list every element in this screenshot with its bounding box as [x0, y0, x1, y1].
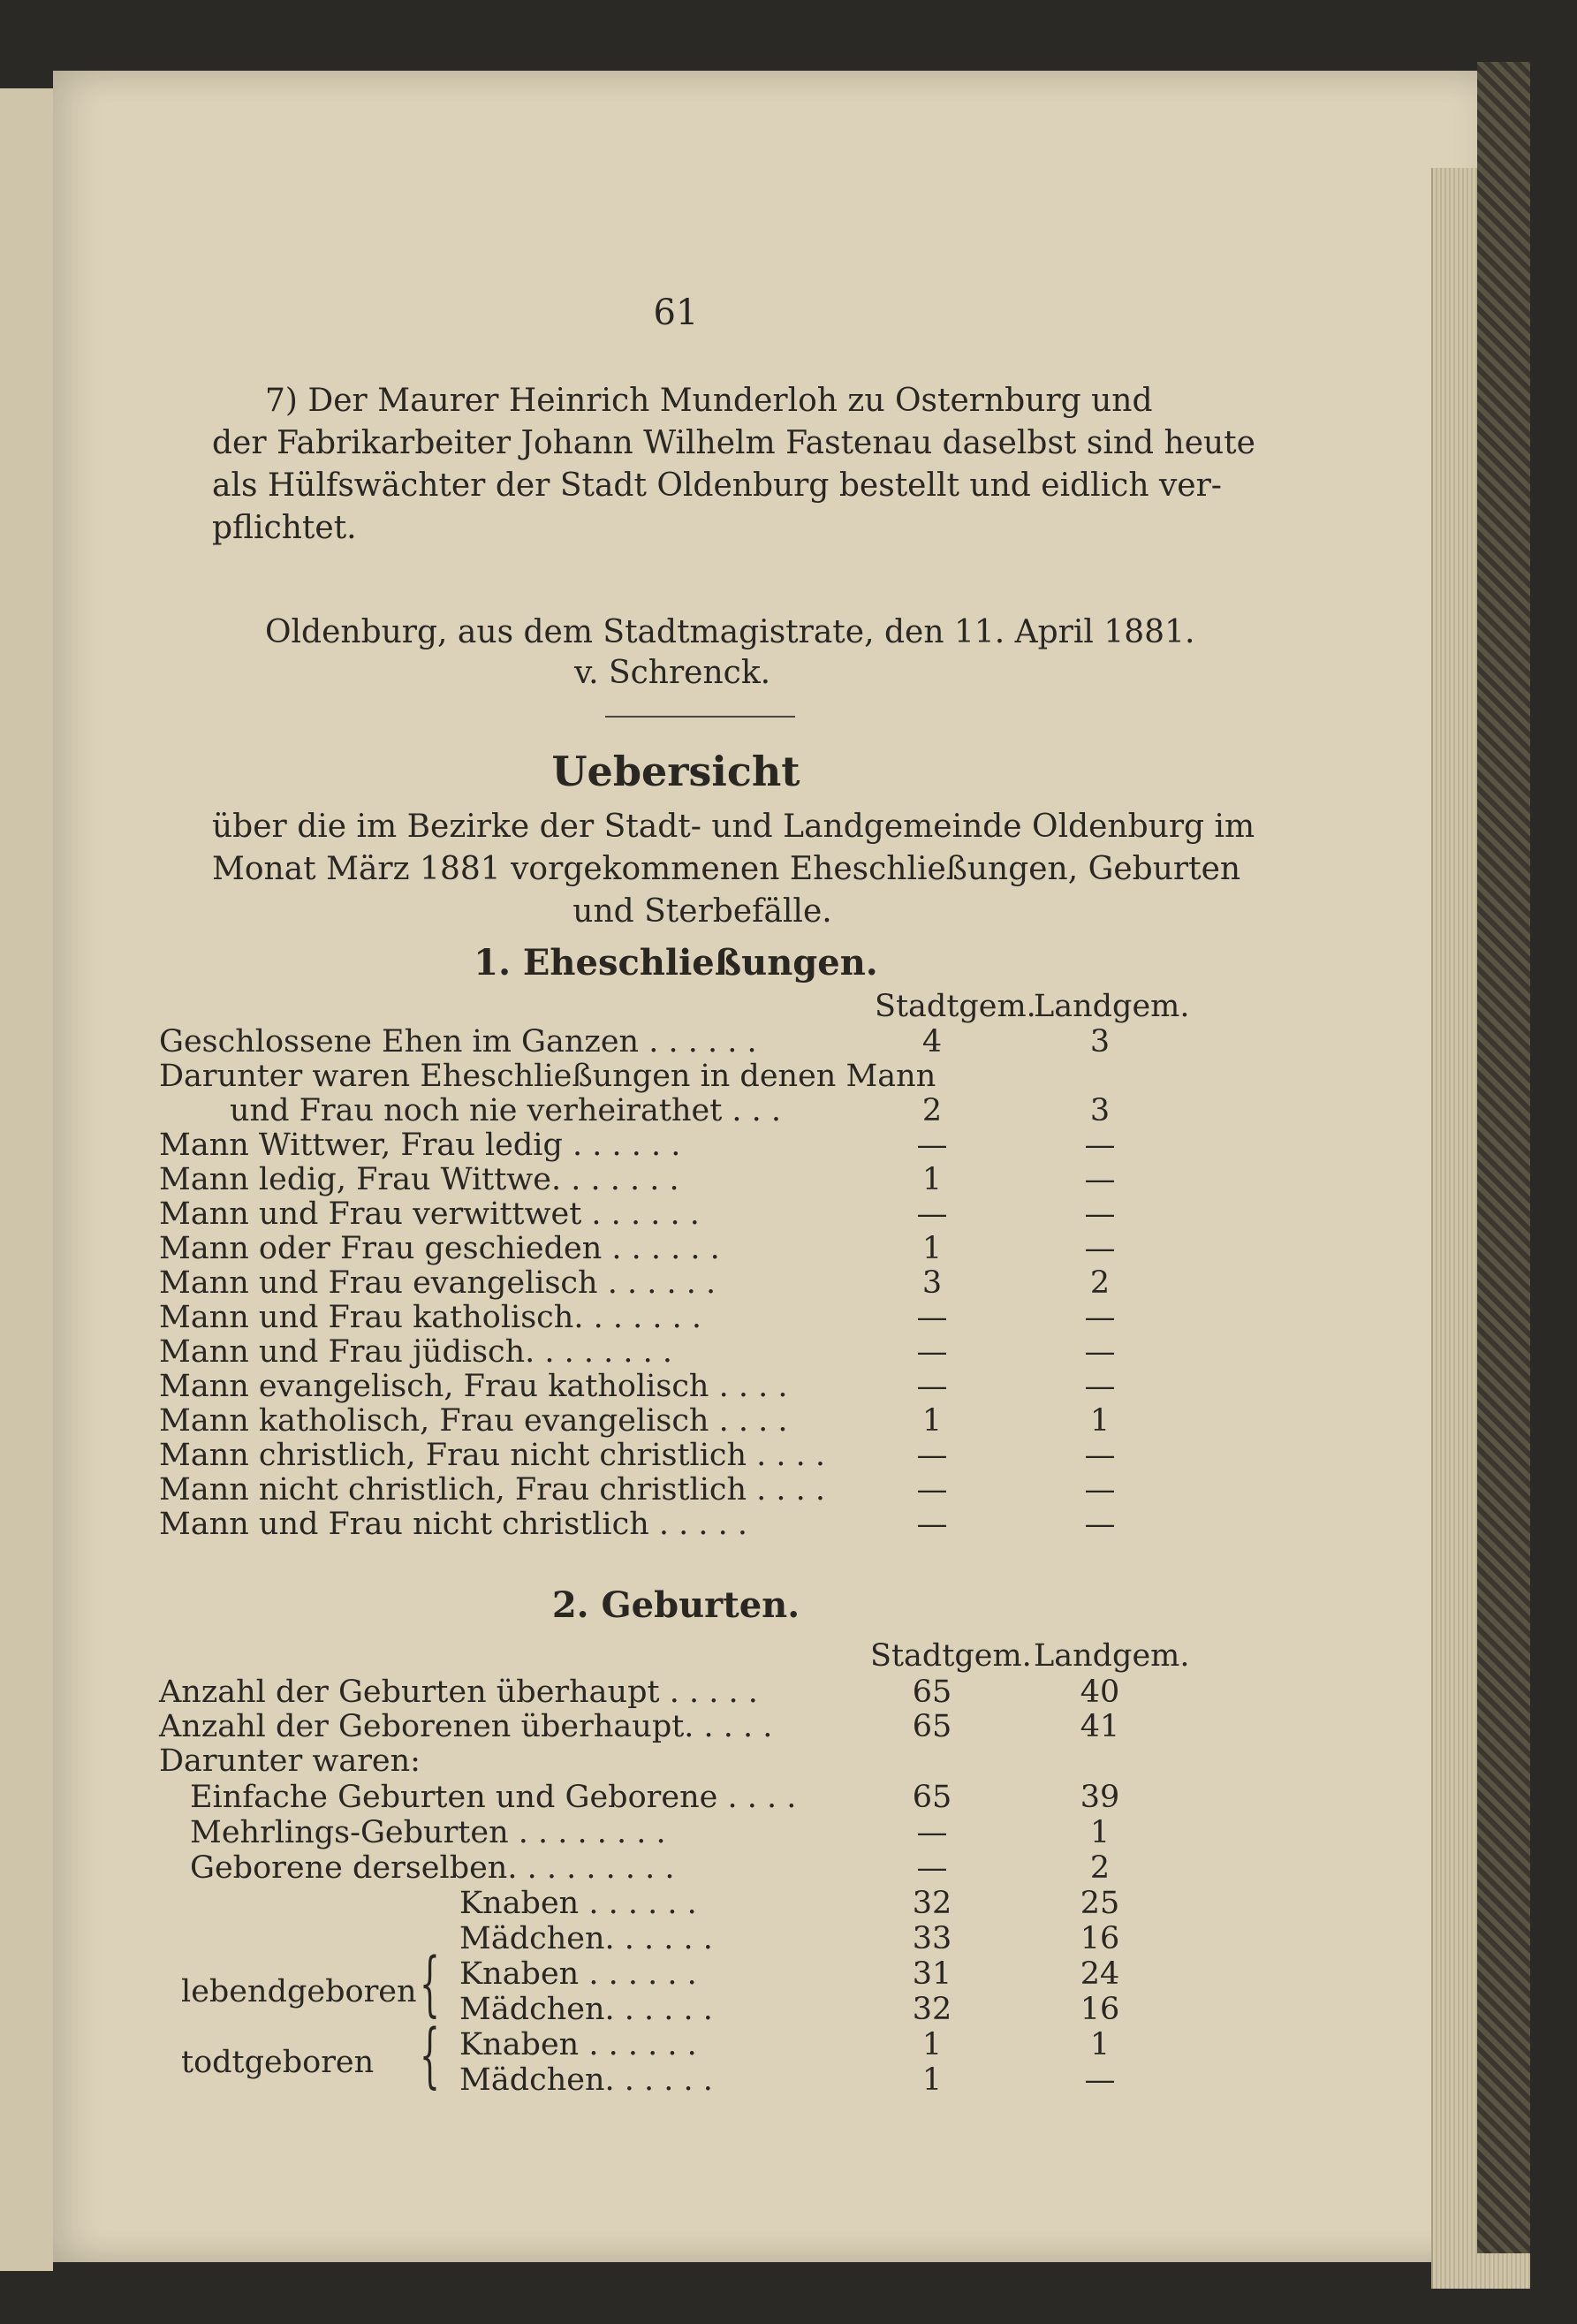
facing-page-edge	[0, 88, 53, 2271]
row-city-value: —	[916, 1815, 948, 1850]
row-label: Anzahl der Geborenen überhaupt. . . . .	[159, 1709, 773, 1744]
table-row	[159, 1776, 1193, 1813]
notice-line: 7) Der Maurer Heinrich Munderloh zu Osternburg und	[265, 383, 1153, 419]
table-row	[159, 1021, 1193, 1058]
row-rural-value: —	[1084, 1507, 1116, 1542]
table-row	[159, 1705, 1193, 1743]
table-row	[159, 1262, 1193, 1299]
row-city-value: 2	[921, 1093, 943, 1128]
row-rural-value: —	[1084, 1472, 1116, 1508]
row-label: Mann und Frau jüdisch. . . . . . . .	[159, 1334, 673, 1370]
row-label: Darunter waren:	[159, 1743, 421, 1779]
table-row	[159, 1296, 1193, 1333]
row-label: Mann christlich, Frau nicht christlich . . . .	[159, 1438, 826, 1473]
overview-title: Uebersicht	[551, 748, 800, 795]
row-city-value: 33	[912, 1921, 952, 1956]
notice-paragraph	[212, 380, 1255, 550]
row-label: Mann katholisch, Frau evangelisch . . . .	[159, 1403, 788, 1439]
row-city-value: —	[916, 1507, 948, 1542]
row-city-value: —	[916, 1369, 948, 1404]
births-col-rural: Landgem.	[1034, 1638, 1190, 1674]
row-city-value: 4	[921, 1024, 943, 1059]
brace-icon: {	[420, 1942, 440, 2024]
brace-icon: {	[420, 2014, 440, 2096]
notice-place-date: Oldenburg, aus dem Stadtmagistrate, den 11. April 1881.	[265, 614, 1195, 650]
table-row	[159, 1882, 1193, 1919]
row-label: Mädchen. . . . . .	[459, 2062, 713, 2098]
table-row	[159, 1090, 1193, 1127]
row-rural-value: 24	[1080, 1956, 1120, 1992]
row-rural-value: 16	[1080, 1921, 1120, 1956]
row-city-value: 65	[912, 1780, 952, 1815]
row-rural-value: 2	[1089, 1850, 1111, 1886]
row-rural-value: —	[1084, 1162, 1116, 1197]
row-rural-value: 25	[1080, 1886, 1120, 1921]
row-rural-value: —	[1084, 1128, 1116, 1163]
row-label: Mann und Frau verwittwet . . . . . .	[159, 1196, 700, 1232]
row-label: und Frau noch nie verheirathet . . .	[230, 1093, 782, 1128]
row-rural-value: —	[1084, 1231, 1116, 1266]
row-label: Knaben . . . . . .	[459, 2027, 697, 2062]
table-row	[159, 1193, 1193, 1230]
row-rural-value: —	[1084, 1300, 1116, 1335]
table-row	[159, 1469, 1193, 1506]
table-row	[159, 1434, 1193, 1471]
table-row	[159, 1503, 1193, 1540]
notice-line: als Hülfswächter der Stadt Oldenburg bestellt und eidlich ver-	[212, 467, 1222, 504]
table-row	[159, 1988, 1193, 2025]
row-rural-value: 16	[1080, 1992, 1120, 2027]
row-city-value: —	[916, 1128, 948, 1163]
subtitle-line: Monat März 1881 vorgekommenen Eheschließungen, Geburten	[212, 851, 1241, 887]
subtitle-line: über die im Bezirke der Stadt- und Landgemeinde Oldenburg im	[212, 809, 1255, 845]
separator-line	[605, 716, 795, 718]
row-label: Anzahl der Geburten überhaupt . . . . .	[159, 1675, 758, 1710]
row-label: Mann und Frau nicht christlich . . . . .	[159, 1507, 748, 1542]
subtitle-line: und Sterbefälle.	[572, 893, 832, 930]
row-city-value: —	[916, 1438, 948, 1473]
table-row	[159, 2059, 1193, 2096]
row-rural-value: 3	[1089, 1024, 1111, 1059]
births-heading: 2. Geburten.	[551, 1584, 800, 1626]
table-row	[159, 1400, 1193, 1437]
row-city-value: 3	[921, 1265, 943, 1301]
row-city-value: 65	[912, 1675, 952, 1710]
live-born-label: lebendgeboren	[181, 1974, 417, 2009]
table-row	[159, 1227, 1193, 1265]
row-city-value: 1	[921, 1162, 943, 1197]
row-city-value: 1	[921, 1231, 943, 1266]
row-city-value: —	[916, 1850, 948, 1886]
row-city-value: 32	[912, 1992, 952, 2027]
row-label: Knaben . . . . . .	[459, 1956, 697, 1992]
row-rural-value: 41	[1080, 1709, 1120, 1744]
row-rural-value: 1	[1089, 1815, 1111, 1850]
overview-subtitle	[212, 806, 1255, 933]
row-label: Knaben . . . . . .	[459, 1886, 697, 1921]
row-rural-value: —	[1084, 1196, 1116, 1232]
table-row	[159, 1158, 1193, 1196]
row-city-value: 1	[921, 2027, 943, 2062]
notice-signature: v. Schrenck.	[574, 655, 771, 691]
row-rural-value: 1	[1089, 2027, 1111, 2062]
row-rural-value: —	[1084, 1369, 1116, 1404]
row-city-value: —	[916, 1334, 948, 1370]
table-row	[159, 1055, 1193, 1092]
row-label: Mann und Frau katholisch. . . . . . .	[159, 1300, 701, 1335]
marriages-col-rural: Landgem.	[1034, 989, 1190, 1024]
row-label: Mann ledig, Frau Wittwe. . . . . . .	[159, 1162, 679, 1197]
row-label: Mann nicht christlich, Frau christlich . . . .	[159, 1472, 826, 1508]
row-label: Darunter waren Eheschließungen in denen Mann	[159, 1059, 936, 1094]
table-row	[159, 1124, 1193, 1161]
still-born-label: todtgeboren	[181, 2045, 375, 2080]
marriages-col-city: Stadtgem.	[875, 989, 1036, 1024]
page-number: 61	[653, 292, 699, 333]
row-label: Mehrlings-Geburten . . . . . . . .	[190, 1815, 666, 1850]
row-city-value: —	[916, 1472, 948, 1508]
notice-line: pflichtet.	[212, 510, 357, 546]
row-rural-value: 1	[1089, 1403, 1111, 1439]
row-label: Geborene derselben. . . . . . . . .	[190, 1850, 675, 1886]
row-rural-value: 40	[1080, 1675, 1120, 1710]
row-rural-value: —	[1084, 1334, 1116, 1370]
row-label: Mann oder Frau geschieden . . . . . .	[159, 1231, 720, 1266]
row-rural-value: 39	[1080, 1780, 1120, 1815]
row-label: Geschlossene Ehen im Ganzen . . . . . .	[159, 1024, 757, 1059]
row-city-value: —	[916, 1300, 948, 1335]
notice-line: der Fabrikarbeiter Johann Wilhelm Fastenau daselbst sind heute	[212, 425, 1255, 461]
table-row	[159, 2024, 1193, 2061]
row-city-value: 1	[921, 1403, 943, 1439]
table-row	[159, 1740, 1193, 1777]
row-city-value: 65	[912, 1709, 952, 1744]
births-col-city: Stadtgem.	[870, 1638, 1032, 1674]
row-rural-value: 3	[1089, 1093, 1111, 1128]
row-label: Mann evangelisch, Frau katholisch . . . .	[159, 1369, 788, 1404]
row-label: Mädchen. . . . . .	[459, 1921, 713, 1956]
table-row	[159, 1918, 1193, 1955]
row-city-value: 31	[912, 1956, 952, 1992]
marriages-heading: 1. Eheschließungen.	[474, 942, 878, 984]
row-rural-value: 2	[1089, 1265, 1111, 1301]
row-city-value: —	[916, 1196, 948, 1232]
row-city-value: 32	[912, 1886, 952, 1921]
table-row	[159, 1811, 1193, 1849]
book-page	[53, 71, 1502, 2262]
table-row	[159, 1365, 1193, 1402]
row-city-value: 1	[921, 2062, 943, 2098]
table-row	[159, 1671, 1193, 1708]
row-label: Mädchen. . . . . .	[459, 1992, 713, 2027]
row-rural-value: —	[1084, 1438, 1116, 1473]
row-label: Mann Wittwer, Frau ledig . . . . . .	[159, 1128, 681, 1163]
book-cover-edge	[1477, 62, 1530, 2253]
table-row	[159, 1331, 1193, 1368]
row-label: Einfache Geburten und Geborene . . . .	[190, 1780, 797, 1815]
row-label: Mann und Frau evangelisch . . . . . .	[159, 1265, 716, 1301]
table-row	[159, 1953, 1193, 1990]
row-rural-value: —	[1084, 2062, 1116, 2098]
table-row	[159, 1847, 1193, 1884]
